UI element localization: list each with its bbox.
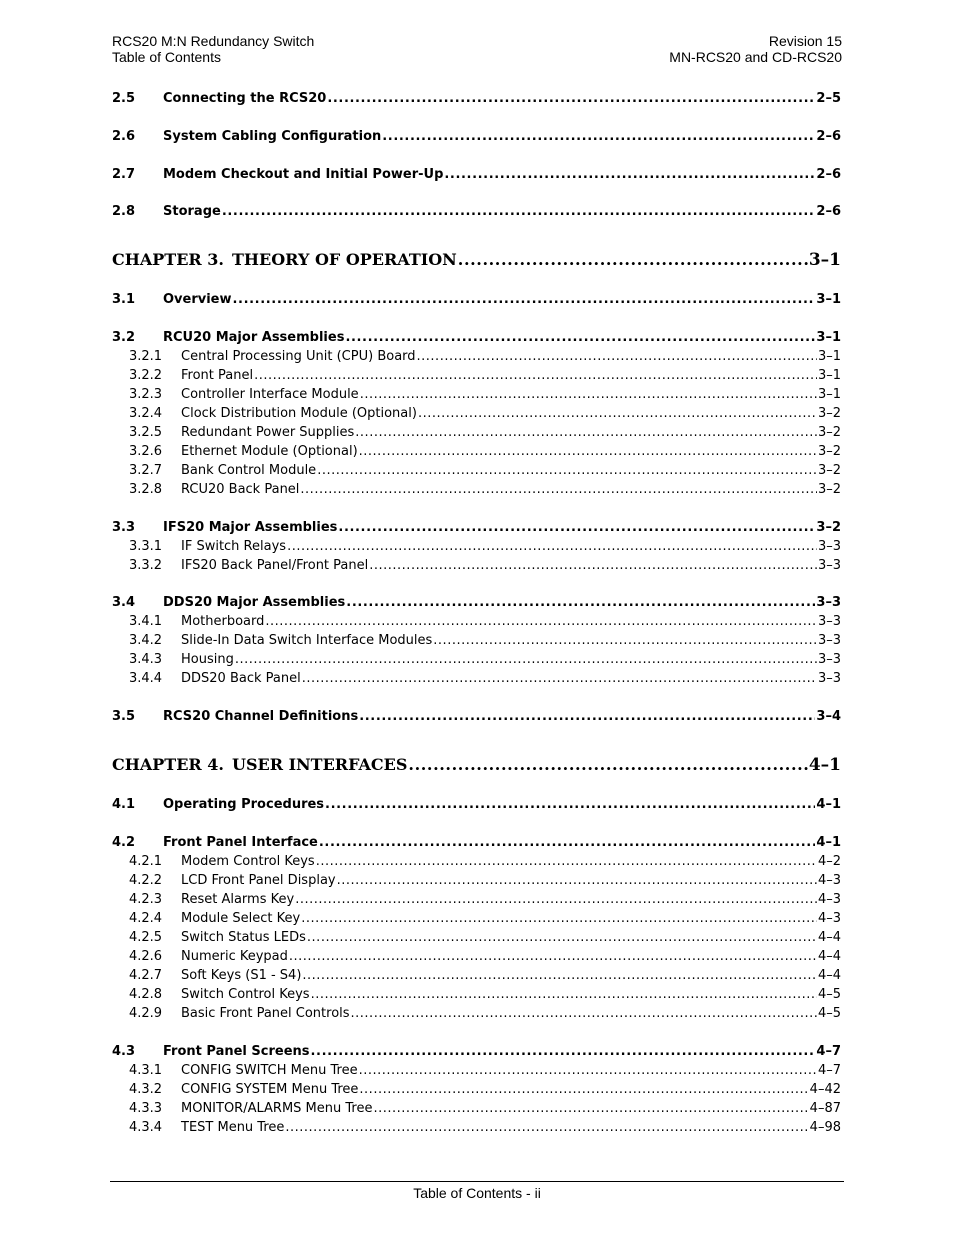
toc-entry-number: 4.2.4 [129, 911, 163, 926]
document-number: MN-RCS20 and CD-RCS20 [669, 49, 842, 65]
toc-subsection-entry[interactable] [112, 949, 841, 967]
toc-entry-page: 3–3 [817, 614, 841, 629]
toc-entry-number: 4.2.5 [129, 930, 163, 945]
toc-entry-number: CHAPTER 4. [112, 755, 224, 774]
page-footer: Table of Contents - ii [413, 1185, 541, 1201]
footer-divider [110, 1181, 844, 1182]
toc-entry-page: 4–2 [817, 854, 841, 869]
toc-dot-leader [319, 835, 816, 850]
toc-entry-page: 3–3 [817, 652, 841, 667]
toc-entry-title: Housing [181, 652, 234, 667]
toc-entry-number: 3.3 [112, 520, 136, 535]
toc-entry-page: 3–2 [817, 444, 841, 459]
toc-section-entry[interactable] [112, 292, 841, 310]
toc-entry-number: 4.3.2 [129, 1082, 163, 1097]
page-header-left [112, 33, 314, 65]
toc-section-entry[interactable] [112, 835, 841, 853]
toc-dot-leader [338, 520, 815, 535]
toc-entry-number: 3.2.6 [129, 444, 163, 459]
toc-entry-page: 3–1 [816, 292, 841, 307]
toc-entry-title: CONFIG SYSTEM Menu Tree [181, 1082, 359, 1097]
document-title: RCS20 M:N Redundancy Switch [112, 33, 315, 49]
toc-subsection-entry[interactable] [112, 444, 841, 462]
toc-entry-title: DDS20 Back Panel [181, 671, 301, 686]
toc-entry-number: 4.2 [112, 835, 136, 850]
toc-subsection-entry[interactable] [112, 892, 841, 910]
toc-entry-page: 3–3 [817, 671, 841, 686]
toc-section-entry[interactable] [112, 1044, 841, 1062]
toc-entry-title: Modem Checkout and Initial Power-Up [163, 167, 444, 182]
toc-entry-number: 3.2.7 [129, 463, 163, 478]
toc-chapter-entry[interactable] [112, 755, 841, 777]
toc-entry-title: Bank Control Module [181, 463, 317, 478]
toc-subsection-entry[interactable] [112, 425, 841, 443]
toc-subsection-entry[interactable] [112, 368, 841, 386]
toc-entry-number: 2.5 [112, 91, 136, 106]
toc-entry-number: 3.2 [112, 330, 136, 345]
toc-section-entry[interactable] [112, 91, 841, 109]
toc-dot-leader [373, 1101, 808, 1116]
section-title: Table of Contents [112, 49, 221, 65]
toc-entry-page: 4–4 [817, 949, 841, 964]
toc-subsection-entry[interactable] [112, 987, 841, 1005]
toc-entry-title: Slide-In Data Switch Interface Modules [181, 633, 433, 648]
toc-dot-leader [222, 204, 816, 219]
toc-entry-number: 3.2.8 [129, 482, 163, 497]
toc-entry-number: 4.2.3 [129, 892, 163, 907]
toc-subsection-entry[interactable] [112, 1120, 841, 1138]
toc-entry-page: 3–3 [817, 539, 841, 554]
toc-entry-page: 3–4 [816, 709, 841, 724]
toc-entry-page: 4–1 [808, 755, 841, 775]
toc-dot-leader [235, 652, 817, 667]
toc-entry-page: 3–2 [817, 425, 841, 440]
toc-subsection-entry[interactable] [112, 539, 841, 557]
toc-entry-title: THEORY OF OPERATION [232, 250, 457, 269]
toc-entry-title: IFS20 Major Assemblies [163, 520, 338, 535]
toc-entry-page: 2–6 [816, 129, 841, 144]
toc-entry-page: 4–5 [817, 987, 841, 1002]
toc-entry-page: 4–4 [817, 930, 841, 945]
toc-entry-page: 4–3 [817, 911, 841, 926]
toc-entry-title: Motherboard [181, 614, 265, 629]
toc-entry-title: Numeric Keypad [181, 949, 288, 964]
toc-dot-leader [327, 91, 815, 106]
toc-section-entry[interactable] [112, 167, 841, 185]
revision-label: Revision 15 [768, 33, 842, 49]
toc-entry-number: 3.4 [112, 595, 136, 610]
toc-section-entry[interactable] [112, 204, 841, 222]
toc-section-entry[interactable] [112, 595, 841, 613]
toc-entry-title: IFS20 Back Panel/Front Panel [181, 558, 369, 573]
toc-dot-leader [360, 387, 817, 402]
toc-section-entry[interactable] [112, 797, 841, 815]
toc-dot-leader [295, 892, 817, 907]
toc-entry-title: Modem Control Keys [181, 854, 315, 869]
toc-dot-leader [346, 595, 815, 610]
toc-dot-leader [458, 250, 808, 269]
toc-entry-title: Connecting the RCS20 [163, 91, 327, 106]
toc-entry-number: 4.2.1 [129, 854, 163, 869]
toc-dot-leader [382, 129, 815, 144]
toc-subsection-entry[interactable] [112, 1082, 841, 1100]
toc-entry-number: 4.2.8 [129, 987, 163, 1002]
toc-entry-title: Operating Procedures [163, 797, 325, 812]
toc-entry-page: 3–1 [816, 330, 841, 345]
toc-entry-page: 3–2 [817, 406, 841, 421]
toc-chapter-entry[interactable] [112, 250, 841, 272]
toc-entry-number: 4.3.4 [129, 1120, 163, 1135]
toc-entry-number: 3.3.1 [129, 539, 163, 554]
toc-entry-title: CONFIG SWITCH Menu Tree [181, 1063, 358, 1078]
toc-entry-title: LCD Front Panel Display [181, 873, 336, 888]
toc-section-entry[interactable] [112, 520, 841, 538]
toc-entry-page: 4–5 [817, 1006, 841, 1021]
toc-entry-number: 3.3.2 [129, 558, 163, 573]
toc-dot-leader [444, 167, 815, 182]
toc-dot-leader [302, 968, 817, 983]
toc-entry-number: 3.2.5 [129, 425, 163, 440]
toc-entry-page: 3–2 [816, 520, 841, 535]
toc-subsection-entry[interactable] [112, 633, 841, 651]
toc-entry-title: Basic Front Panel Controls [181, 1006, 350, 1021]
toc-dot-leader [301, 911, 817, 926]
toc-dot-leader [311, 987, 817, 1002]
page-header-right [669, 33, 842, 65]
toc-dot-leader [359, 1082, 808, 1097]
toc-entry-number: 3.1 [112, 292, 136, 307]
toc-section-entry[interactable] [112, 709, 841, 727]
toc-entry-page: 4–42 [809, 1082, 841, 1097]
toc-subsection-entry[interactable] [112, 349, 841, 367]
toc-entry-number: 2.8 [112, 204, 136, 219]
toc-entry-title: Module Select Key [181, 911, 301, 926]
toc-dot-leader [287, 539, 817, 554]
toc-subsection-entry[interactable] [112, 652, 841, 670]
toc-subsection-entry[interactable] [112, 911, 841, 929]
toc-subsection-entry[interactable] [112, 406, 841, 424]
toc-entry-title: Reset Alarms Key [181, 892, 295, 907]
toc-dot-leader [302, 671, 817, 686]
toc-dot-leader [285, 1120, 808, 1135]
toc-entry-number: 3.2.3 [129, 387, 163, 402]
toc-entry-page: 3–3 [816, 595, 841, 610]
toc-subsection-entry[interactable] [112, 1101, 841, 1119]
toc-dot-leader [359, 444, 817, 459]
toc-subsection-entry[interactable] [112, 614, 841, 632]
toc-section-entry[interactable] [112, 129, 841, 147]
toc-entry-number: 4.1 [112, 797, 136, 812]
toc-section-entry[interactable] [112, 330, 841, 348]
toc-entry-number: 2.6 [112, 129, 136, 144]
toc-entry-title: TEST Menu Tree [181, 1120, 285, 1135]
toc-entry-title: Central Processing Unit (CPU) Board [181, 349, 416, 364]
toc-subsection-entry[interactable] [112, 387, 841, 405]
toc-entry-title: Front Panel Interface [163, 835, 318, 850]
toc-entry-page: 4–3 [817, 873, 841, 888]
toc-entry-number: 2.7 [112, 167, 136, 182]
toc-subsection-entry[interactable] [112, 930, 841, 948]
toc-entry-title: Redundant Power Supplies [181, 425, 355, 440]
toc-dot-leader [254, 368, 817, 383]
toc-entry-page: 3–2 [817, 463, 841, 478]
toc-entry-number: 4.3 [112, 1044, 136, 1059]
toc-entry-title: System Cabling Configuration [163, 129, 382, 144]
toc-subsection-entry[interactable] [112, 558, 841, 576]
toc-entry-title: Overview [163, 292, 232, 307]
toc-dot-leader [359, 709, 815, 724]
toc-dot-leader [311, 1044, 816, 1059]
toc-entry-title: DDS20 Major Assemblies [163, 595, 346, 610]
toc-entry-number: 3.5 [112, 709, 136, 724]
toc-entry-page: 3–1 [817, 368, 841, 383]
toc-entry-title: USER INTERFACES [232, 755, 408, 774]
toc-entry-title: RCU20 Back Panel [181, 482, 300, 497]
toc-entry-title: Front Panel [181, 368, 254, 383]
toc-dot-leader [289, 949, 817, 964]
toc-entry-title: Ethernet Module (Optional) [181, 444, 358, 459]
toc-entry-title: Front Panel Screens [163, 1044, 310, 1059]
toc-dot-leader [417, 349, 817, 364]
toc-dot-leader [307, 930, 817, 945]
toc-subsection-entry[interactable] [112, 854, 841, 872]
toc-entry-title: Clock Distribution Module (Optional) [181, 406, 417, 421]
toc-entry-page: 3–2 [817, 482, 841, 497]
toc-entry-number: 4.2.7 [129, 968, 163, 983]
toc-dot-leader [351, 1006, 817, 1021]
toc-entry-title: RCS20 Channel Definitions [163, 709, 359, 724]
toc-entry-page: 4–1 [816, 835, 841, 850]
toc-entry-number: 3.4.1 [129, 614, 163, 629]
toc-entry-page: 4–4 [817, 968, 841, 983]
toc-subsection-entry[interactable] [112, 482, 841, 500]
toc-dot-leader [408, 755, 807, 774]
toc-dot-leader [418, 406, 817, 421]
toc-subsection-entry[interactable] [112, 463, 841, 481]
toc-dot-leader [355, 425, 817, 440]
toc-entry-title: IF Switch Relays [181, 539, 287, 554]
toc-entry-number: 3.2.2 [129, 368, 163, 383]
toc-subsection-entry[interactable] [112, 1006, 841, 1024]
toc-dot-leader [359, 1063, 817, 1078]
toc-dot-leader [316, 854, 817, 869]
toc-entry-page: 2–5 [816, 91, 841, 106]
toc-entry-number: CHAPTER 3. [112, 250, 224, 269]
toc-dot-leader [317, 463, 817, 478]
toc-entry-page: 2–6 [816, 204, 841, 219]
toc-entry-title: RCU20 Major Assemblies [163, 330, 345, 345]
toc-entry-page: 3–1 [817, 387, 841, 402]
toc-entry-number: 3.4.4 [129, 671, 163, 686]
toc-dot-leader [300, 482, 817, 497]
toc-entry-title: Storage [163, 204, 221, 219]
toc-entry-title: MONITOR/ALARMS Menu Tree [181, 1101, 373, 1116]
toc-subsection-entry[interactable] [112, 968, 841, 986]
toc-dot-leader [265, 614, 817, 629]
toc-entry-number: 4.3.1 [129, 1063, 163, 1078]
toc-entry-number: 3.2.1 [129, 349, 163, 364]
toc-subsection-entry[interactable] [112, 1063, 841, 1081]
toc-entry-number: 4.2.2 [129, 873, 163, 888]
toc-entry-title: Soft Keys (S1 - S4) [181, 968, 302, 983]
toc-entry-page: 4–87 [809, 1101, 841, 1116]
toc-entry-page: 3–1 [817, 349, 841, 364]
toc-entry-page: 4–7 [817, 1063, 841, 1078]
toc-dot-leader [369, 558, 817, 573]
toc-entry-page: 3–3 [817, 633, 841, 648]
toc-entry-page: 3–3 [817, 558, 841, 573]
toc-entry-title: Switch Status LEDs [181, 930, 306, 945]
toc-entry-number: 3.2.4 [129, 406, 163, 421]
toc-entry-page: 4–7 [816, 1044, 841, 1059]
toc-dot-leader [233, 292, 816, 307]
toc-entry-number: 4.2.6 [129, 949, 163, 964]
toc-entry-page: 4–1 [816, 797, 841, 812]
toc-dot-leader [345, 330, 815, 345]
toc-subsection-entry[interactable] [112, 671, 841, 689]
toc-entry-number: 4.3.3 [129, 1101, 163, 1116]
toc-entry-page: 2–6 [816, 167, 841, 182]
toc-entry-page: 4–98 [809, 1120, 841, 1135]
toc-entry-number: 4.2.9 [129, 1006, 163, 1021]
toc-entry-page: 3–1 [808, 250, 841, 270]
toc-entry-page: 4–3 [817, 892, 841, 907]
toc-dot-leader [325, 797, 815, 812]
toc-dot-leader [337, 873, 817, 888]
toc-entry-title: Controller Interface Module [181, 387, 359, 402]
toc-dot-leader [433, 633, 817, 648]
toc-entry-number: 3.4.3 [129, 652, 163, 667]
toc-subsection-entry[interactable] [112, 873, 841, 891]
toc-entry-number: 3.4.2 [129, 633, 163, 648]
toc-entry-title: Switch Control Keys [181, 987, 310, 1002]
